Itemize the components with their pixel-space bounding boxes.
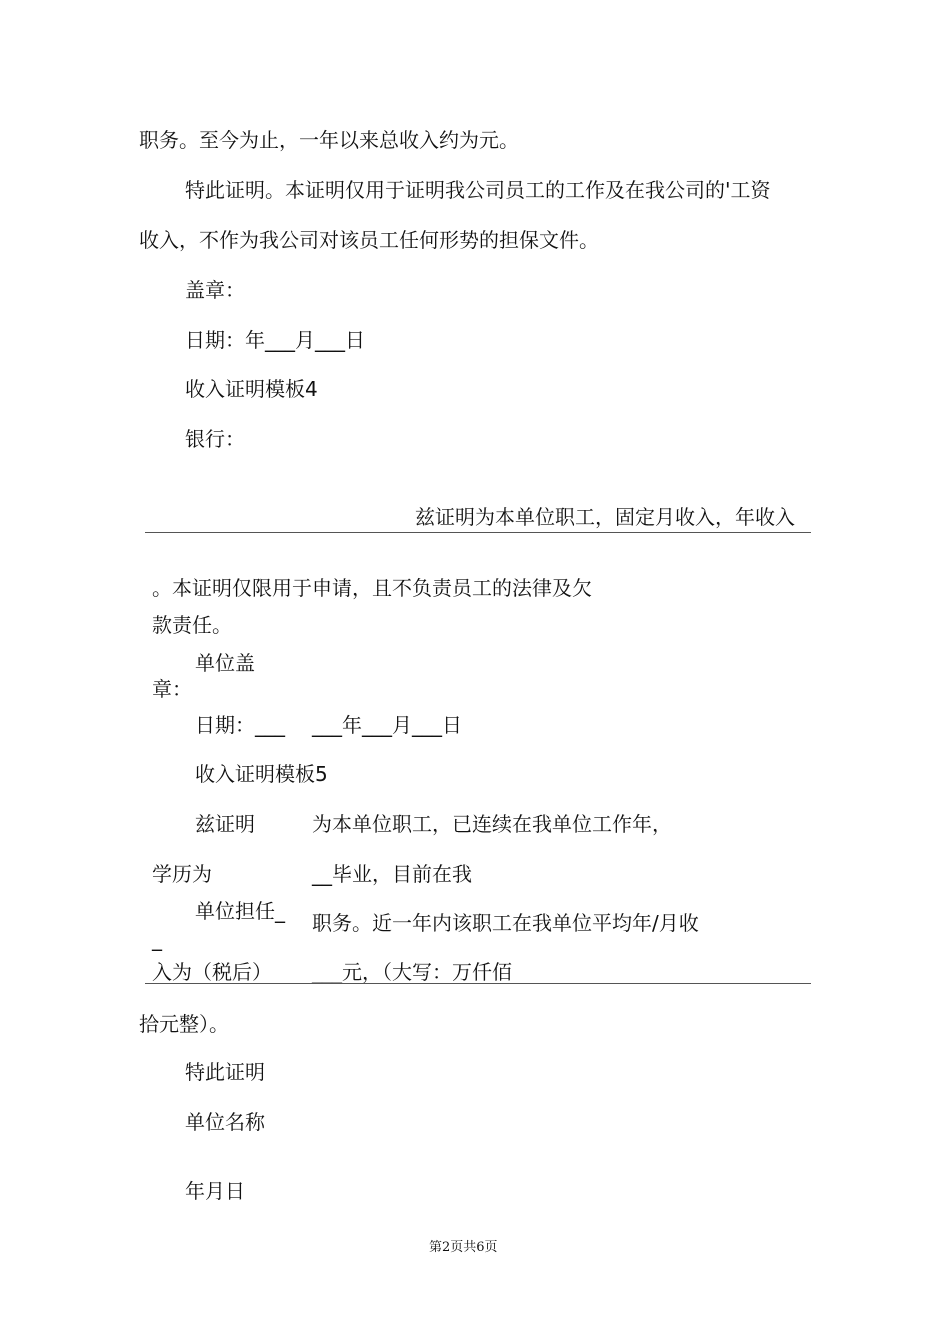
page-number: 第2页共6页 (429, 1240, 498, 1255)
unit-seal-label-cont: 章： (152, 677, 192, 701)
body-text-line: 拾元整）。 (139, 1012, 229, 1036)
form-label: 入为（税后） (152, 960, 272, 984)
closing-text: 特此证明 (185, 1060, 265, 1084)
date-line-part2: ___年___月___日 (312, 713, 462, 737)
body-text-line: 。本证明仅限用于申请，且不负责员工的法律及欠 (152, 576, 592, 600)
body-text-line: 收入，不作为我公司对该员工任何形势的担保文件。 (139, 228, 599, 252)
body-text-line: 职务。至今为止，一年以来总收入约为元。 (139, 128, 519, 152)
date-line: 年月日 (185, 1179, 245, 1203)
form-text: 职务。近一年内该职工在我单位平均年/月收 (312, 911, 699, 935)
bank-label: 银行： (185, 427, 245, 451)
unit-seal-label: 单位盖 (195, 651, 255, 675)
form-label-cont: _ (152, 927, 162, 951)
form-text: __毕业，目前在我 (312, 862, 472, 886)
date-line-part1: 日期：___ (195, 713, 285, 737)
body-text-line: 款责任。 (152, 613, 232, 637)
seal-label: 盖章： (185, 278, 245, 302)
form-label: 单位担任_ (195, 899, 285, 923)
divider-line (145, 983, 811, 984)
form-text: ___元，（大写：万仟佰 (312, 960, 512, 984)
body-text-line: 兹证明为本单位职工，固定月收入，年收入 (415, 505, 795, 529)
form-label: 学历为 (152, 862, 212, 886)
form-text: 为本单位职工，已连续在我单位工作年， (312, 812, 672, 836)
section-heading-template5: 收入证明模板5 (195, 762, 328, 786)
section-heading-template4: 收入证明模板4 (185, 377, 318, 401)
divider-line (145, 532, 811, 533)
body-text-line: 特此证明。本证明仅用于证明我公司员工的工作及在我公司的'工资 (185, 178, 771, 202)
date-line: 日期：年___月___日 (185, 328, 365, 352)
unit-name-label: 单位名称 (185, 1110, 265, 1134)
form-label: 兹证明 (195, 812, 255, 836)
